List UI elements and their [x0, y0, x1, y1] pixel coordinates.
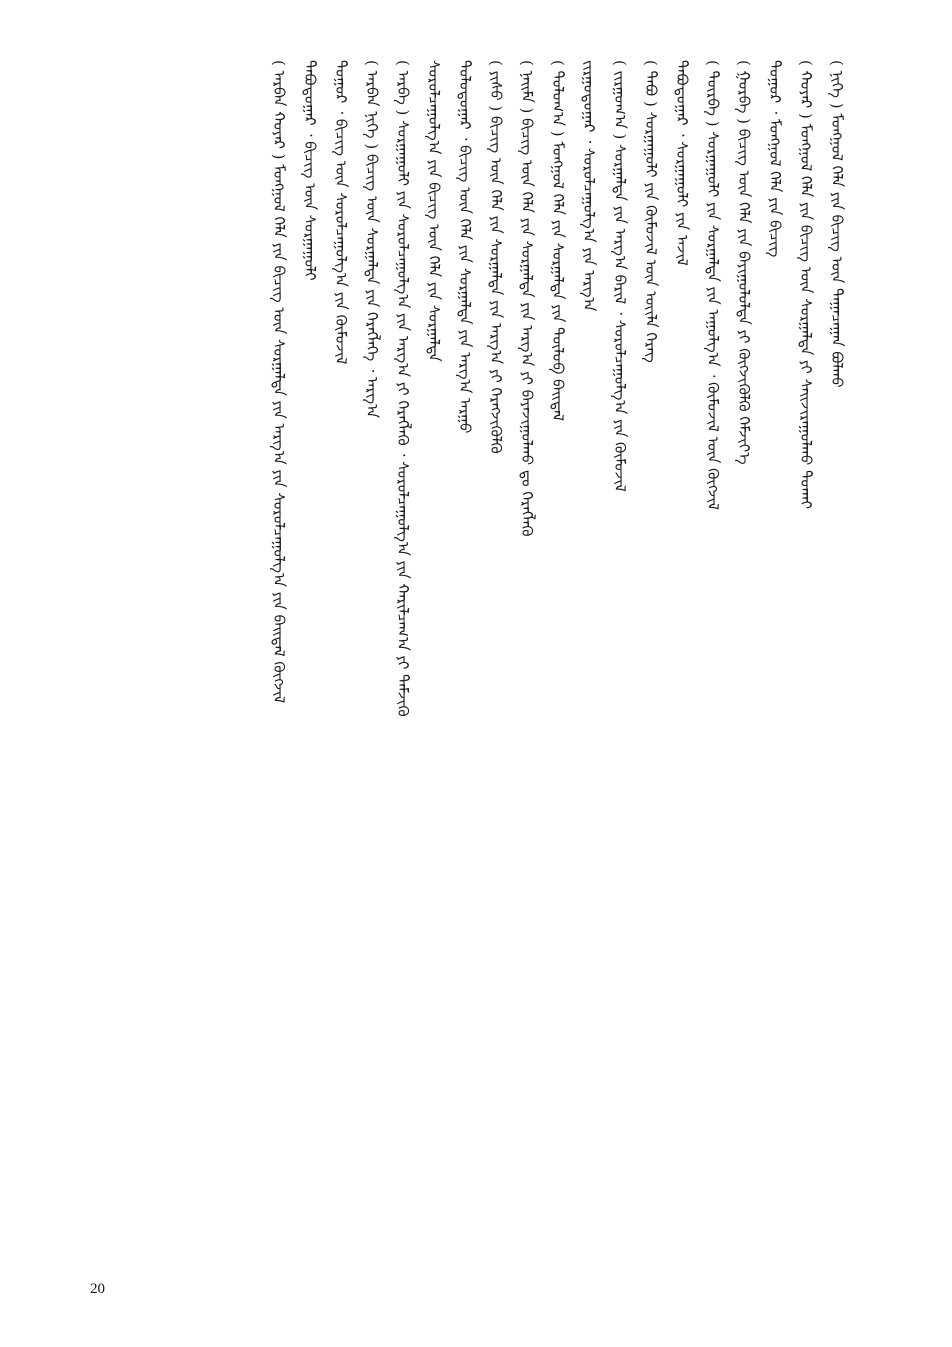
text-column: ( ᠶᠢᠰᠦ ) ᠪᠢᠴᠢᠭ ᠦᠨ ᠬᠡᠯᠡ ᠶᠢᠨ ᠰᠤᠷᠭᠠᠯᠲᠠ ᠶᠢᠨ ᠠᠷᠭ᠎ᠠ ᠶᠢ ᠬᠡᠷᠡᠭᠵᠢᠭᠦᠯᠬᠦ: [487, 60, 505, 454]
text-column: ᠳᠤᠭᠤᠷ ᠂ ᠮᠣᠩᠭᠣᠯ ᠬᠡᠯᠡ ᠶᠢᠨ ᠪᠢᠴᠢᠭ: [766, 60, 784, 258]
text-column: ᠲᠠᠪᠤᠳᠤᠭᠠᠷ ᠂ ᠰᠤᠷᠭᠠᠭᠤᠯᠢ ᠶᠢᠨ ᠠᠵᠢᠯ: [673, 60, 691, 266]
text-column: ( ᠬᠣᠶᠠᠷ ) ᠮᠣᠩᠭᠣᠯ ᠬᠡᠯᠡ ᠶᠢᠨ ᠪᠢᠴᠢᠭ ᠦᠨ ᠰᠤᠷᠭᠠᠯᠲᠠ ᠶᠢ ᠰᠠᠢᠵᠢᠷᠠᠭᠤᠯᠬᠤ ᠲᠤᠬᠠᠢ: [797, 60, 815, 510]
text-column: ᠰᠤᠷᠤᠯᠴᠠᠭᠤᠯᠭ᠎ᠠ ᠶᠢᠨ ᠪᠢᠴᠢᠭ ᠦᠨ ᠬᠡᠯᠡ ᠶᠢᠨ ᠰᠤᠷᠭᠠᠯᠲᠠ: [425, 60, 443, 362]
text-column: ( ᠨᠠᠢᠮᠠ ) ᠪᠢᠴᠢᠭ ᠦᠨ ᠬᠡᠯᠡ ᠶᠢᠨ ᠰᠤᠷᠭᠠᠯᠲᠠ ᠶᠢᠨ ᠠᠷᠭ᠎ᠠ ᠶᠢ ᠪᠠᠶᠠᠵᠢᠭᠤᠯᠬᠤ ᠳᠤ ᠬᠡᠷᠡᠭᠯᠡᠬᠦ: [518, 60, 536, 537]
text-column: ( ᠠᠷᠪᠠ ) ᠰᠤᠷᠭᠠᠭᠤᠯᠢ ᠶᠢᠨ ᠰᠤᠷᠤᠯᠴᠠᠭᠤᠯᠭ᠎ᠠ ᠶᠢᠨ ᠠᠷᠭ᠎ᠠ ᠶᠢ ᠬᠡᠷᠡᠭᠯᠡᠬᠦ ᠂ ᠰᠤᠷᠤᠯᠴᠠᠭᠤᠯᠭ᠎ᠠ ᠶᠢᠨ ᠬᠠᠷᠢᠯᠴᠠᠭ᠎ᠠ ᠶᠢ ᠳᠡᠮᠵᠢᠬᠦ: [394, 60, 412, 717]
text-column: ᠲᠠᠪᠤᠳᠤᠭᠠᠷ ᠂ ᠪᠢᠴᠢᠭ ᠦᠨ ᠰᠤᠷᠭᠠᠭᠤᠯᠢ: [301, 60, 319, 281]
text-column: ( ᠳᠣᠯᠣᠭ᠎ᠠ ) ᠮᠣᠩᠭᠣᠯ ᠬᠡᠯᠡ ᠶᠢᠨ ᠰᠤᠷᠭᠠᠯᠲᠠ ᠶᠢᠨ ᠲᠥᠯᠥᠪ ᠪᠠᠢᠳᠠᠯ: [549, 60, 567, 422]
text-column: ᠳᠣᠯᠣᠳᠤᠭᠠᠷ ᠂ ᠪᠢᠴᠢᠭ ᠦᠨ ᠬᠡᠯᠡ ᠶᠢᠨ ᠰᠤᠷᠭᠠᠯᠲᠠ ᠶᠢᠨ ᠠᠷᠭ᠎ᠠ ᠠᠷᠭᠤ: [456, 60, 474, 434]
text-column: ( ᠨᠢᠭᠡ ) ᠮᠣᠩᠭᠣᠯ ᠬᠡᠯᠡ ᠶᠢᠨ ᠪᠢᠴᠢᠭ ᠦᠨ ᠲᠠᠭᠠᠴᠠᠭᠠᠨ ᠪᠤᠯᠬᠤ: [828, 60, 846, 388]
page-number: 20: [90, 1281, 105, 1297]
text-column: ( ᠠᠷᠪᠠᠨ ᠨᠢᠭᠡ ) ᠪᠢᠴᠢᠭ ᠦᠨ ᠰᠤᠷᠭᠠᠯᠲᠠ ᠶᠢᠨ ᠬᠡᠷᠡᠭᠯᠡᠭᠡ ᠂ ᠠᠷᠭ᠎ᠠ: [363, 60, 381, 419]
text-column: ( ᠵᠢᠷᠭᠤᠭ᠎ᠠ ) ᠰᠤᠷᠭᠠᠯᠲᠠ ᠶᠢᠨ ᠠᠷᠭ᠎ᠠ ᠪᠠᠷᠢᠯ ᠂ ᠰᠤᠷᠤᠯᠴᠠᠭᠤᠯᠭ᠎ᠠ ᠶᠢᠨ ᠬᠥᠮᠦᠵᠢᠯ: [611, 60, 629, 492]
text-column: ( ᠠᠷᠪᠠᠨ ᠬᠣᠶᠠᠷ ) ᠮᠣᠩᠭᠣᠯ ᠬᠡᠯᠡ ᠶᠢᠨ ᠪᠢᠴᠢᠭ ᠦᠨ ᠰᠤᠷᠭᠠᠯᠲᠠ ᠶᠢᠨ ᠠᠷᠭ᠎ᠠ ᠶᠢᠨ ᠰᠤᠷᠤᠯᠴᠠᠭᠤᠯᠭ᠎ᠠ ᠶᠢᠨ ᠪᠠᠢᠳᠠᠯ ᠬᠥᠭᠵᠢᠯ: [270, 60, 288, 704]
text-column: ( ᠲᠠᠪᠤ ) ᠰᠤᠷᠭᠠᠭᠤᠯᠢ ᠶᠢᠨ ᠬᠦᠮᠦᠵᠢᠯ ᠦᠨ ᠦᠢᠯᠡ ᠬᠡᠷᠡᠭ: [642, 60, 660, 363]
text-column: ᠵᠢᠷᠭᠤᠳᠤᠭᠠᠷ ᠂ ᠰᠤᠷᠤᠯᠴᠠᠭᠤᠯᠭ᠎ᠠ ᠶᠢᠨ ᠠᠷᠭ᠎ᠠ: [580, 60, 598, 312]
text-column: ( ᠳᠥᠷᠪᠡ ) ᠰᠤᠷᠭᠠᠭᠤᠯᠢ ᠶᠢᠨ ᠰᠤᠷᠭᠠᠯᠲᠠ ᠶᠢᠨ ᠠᠭᠤᠯᠭ᠎ᠠ ᠂ ᠬᠦᠮᠦᠵᠢᠯ ᠦᠨ ᠬᠥᠭᠵᠢᠯ: [704, 60, 722, 510]
text-column: ᠳᠤᠭᠤᠷ ᠂ ᠪᠢᠴᠢᠭ ᠦᠨ ᠰᠤᠷᠤᠯᠴᠠᠭᠤᠯᠭ᠎ᠠ ᠶᠢᠨ ᠬᠦᠮᠦᠵᠢᠯ: [332, 60, 350, 365]
text-column: ( ᠭᠤᠷᠪᠠ ) ᠪᠢᠴᠢᠭ ᠦᠨ ᠬᠡᠯᠡ ᠶᠢᠨ ᠪᠠᠶᠢᠭᠤᠯᠤᠯᠲᠠ ᠶᠢ ᠬᠥᠭᠵᠢᠭᠦᠯᠬᠦ ᠬᠡᠮᠵᠢᠶ᠎ᠡ: [735, 60, 753, 465]
